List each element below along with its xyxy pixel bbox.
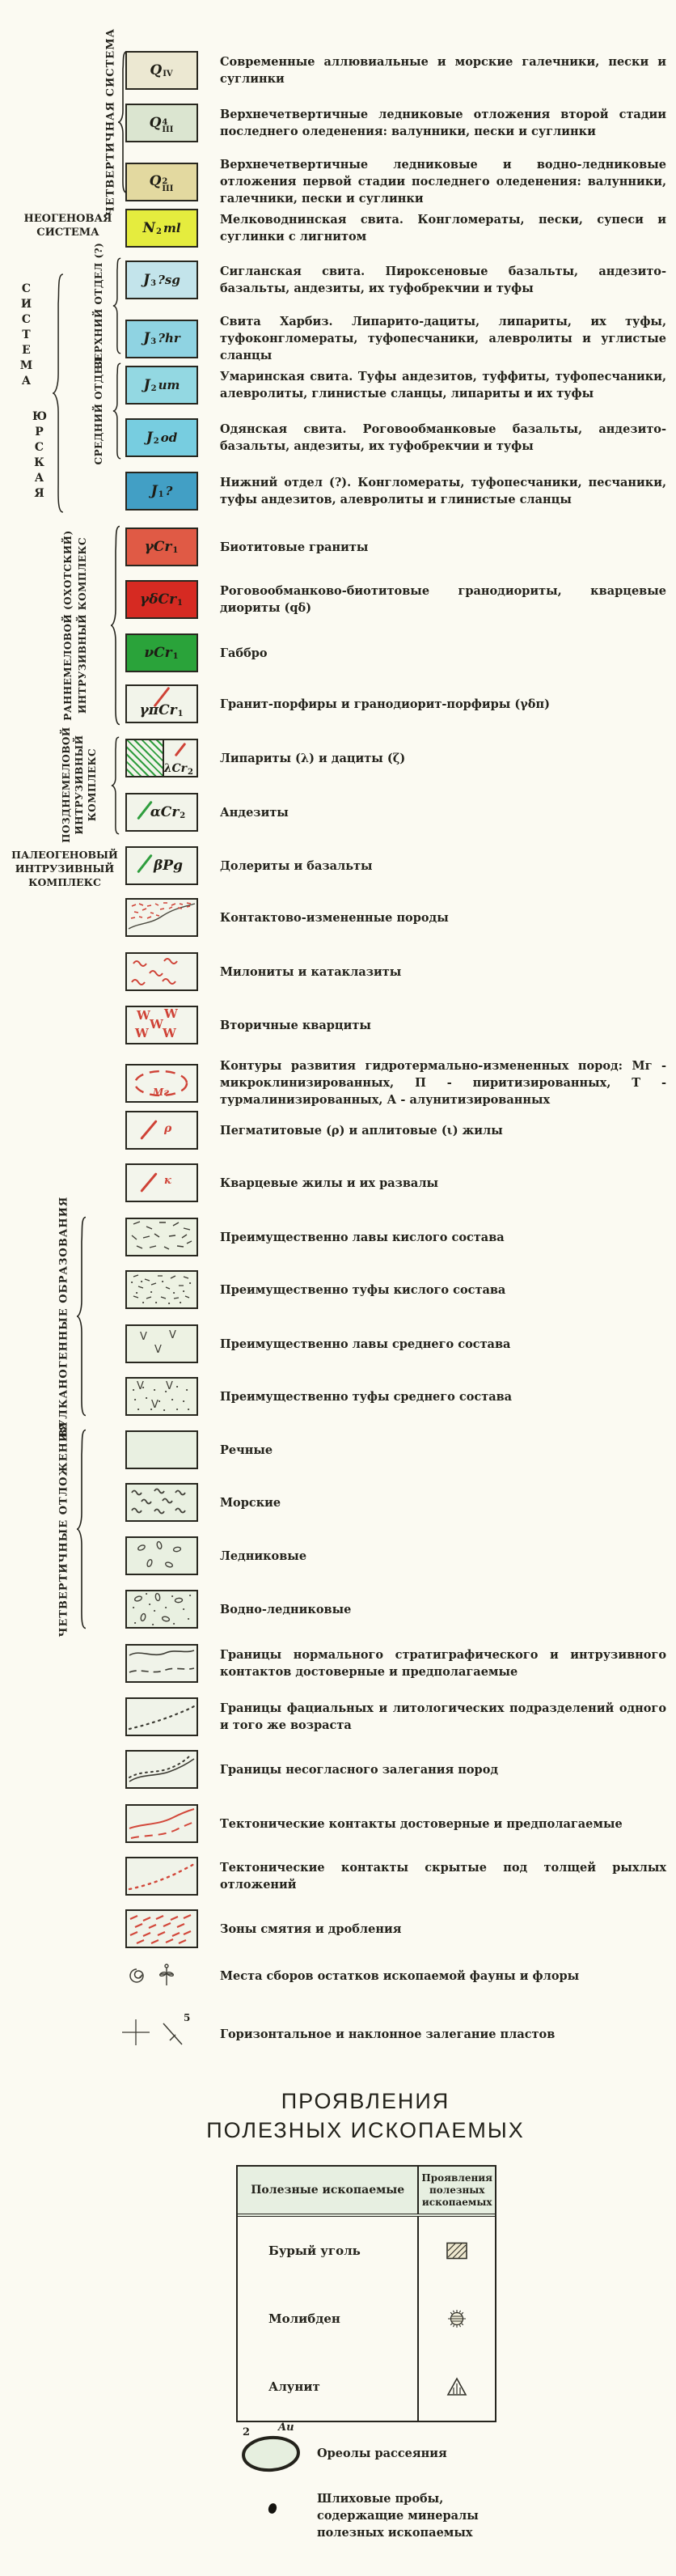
red-tilde-pattern-icon xyxy=(127,954,196,989)
swatch-nu-cr1 xyxy=(125,633,198,672)
legend-row xyxy=(125,952,666,991)
v-mark-icon: V xyxy=(140,1331,147,1343)
legend-row xyxy=(125,739,666,777)
swatch-gamma-delta-cr1 xyxy=(125,580,198,619)
unit-code: Q IV xyxy=(150,61,173,78)
legend-row xyxy=(125,1644,666,1683)
legend-row xyxy=(125,1697,666,1736)
brace-upper-division xyxy=(112,257,121,354)
legend-description: Биотитовые граниты xyxy=(220,540,369,554)
legend-row xyxy=(125,846,666,885)
alunite-symbol-icon xyxy=(419,2353,495,2421)
w-mark-icon: W xyxy=(150,1017,163,1032)
legend-description: Ледниковые xyxy=(220,1549,307,1563)
swatch-pegmatite-veins xyxy=(125,1111,198,1150)
section-label-late-cretaceous-3: КОМПЛЕКС xyxy=(87,748,98,822)
horizontal-bedding-icon xyxy=(120,2018,151,2047)
section-label-early-cretaceous-2: ИНТРУЗИВНЫЙ КОМПЛЕКС xyxy=(77,537,88,714)
legend-row xyxy=(125,418,666,457)
swatch-n2ml xyxy=(125,209,198,248)
vein-mark: ρ xyxy=(164,1122,172,1135)
minerals-table-header xyxy=(238,2167,495,2217)
legend-description: Мелководнинская свита. Конгломераты, пески, супеси и суглинки с лигнитом xyxy=(220,213,666,244)
swatch-granite-porphyry xyxy=(125,684,198,723)
v-mark-icon: V xyxy=(169,1329,176,1341)
legend-description: Милониты и катаклазиты xyxy=(220,964,402,979)
legend-row xyxy=(125,156,666,207)
legend-description: Нижний отдел (?). Конгломераты, туфопесчаники, песчаники, туфы андезитов, алевролиты и глинистые сланцы xyxy=(220,476,666,506)
black-dash-dot-pattern-icon xyxy=(127,1272,196,1307)
swatch-stratigraphic-boundaries xyxy=(125,1644,198,1683)
swatch-glaciofluvial xyxy=(125,1590,198,1629)
legend-description: Тектонические контакты скрытые под толщей рыхлых отложений xyxy=(220,1861,666,1892)
swatch-j3sg xyxy=(125,261,198,299)
legend-row xyxy=(125,793,666,832)
legend-row xyxy=(125,527,666,566)
legend-row xyxy=(125,1857,666,1896)
red-dash-array-icon xyxy=(127,1911,196,1947)
section-label-jurassic-word2: ЮРСКАЯ xyxy=(32,410,48,500)
w-mark-icon: W xyxy=(164,1006,178,1021)
pebble-pattern-icon xyxy=(127,1538,196,1574)
unit-code: J 2 um xyxy=(143,376,180,393)
legend-row xyxy=(125,366,666,405)
legend-row xyxy=(125,580,666,619)
legend-row xyxy=(125,1111,666,1150)
w-mark-icon: W xyxy=(163,1026,176,1040)
legend-description: Кварцевые жилы и их развалы xyxy=(220,1176,439,1190)
unit-code: γδCr 1 xyxy=(139,591,184,608)
legend-description: Гранит-порфиры и гранодиорит-порфиры (γδπ) xyxy=(220,697,550,711)
legend-row xyxy=(125,209,666,248)
legend-row xyxy=(125,1804,666,1843)
green-dike-line-icon xyxy=(137,854,153,874)
brown-coal-symbol-icon xyxy=(419,2217,495,2285)
swatch-qiv xyxy=(125,51,198,90)
minerals-title-line2: ПОЛЕЗНЫХ ИСКОПАЕМЫХ xyxy=(206,2118,525,2142)
section-label-paleogene: ПАЛЕОГЕНОВЫЙ ИНТРУЗИВНЫЙ КОМПЛЕКС xyxy=(11,849,118,888)
legend-row xyxy=(125,1483,666,1522)
swatch-contact-altered xyxy=(125,898,198,937)
legend-row xyxy=(125,1590,666,1629)
legend-row xyxy=(125,1057,666,1108)
unit-code: γCr 1 xyxy=(144,538,179,555)
swatch-andesite xyxy=(125,793,198,832)
swatch-j2od xyxy=(125,418,198,457)
swatch-unconformity-boundaries xyxy=(125,1750,198,1789)
swatch-facies-boundaries xyxy=(125,1697,198,1736)
unit-code: Q 4 III xyxy=(149,114,174,134)
halo-number-mark: 2 xyxy=(243,2426,251,2438)
legend-row xyxy=(125,1218,666,1256)
unit-code: λCr 2 xyxy=(163,762,193,777)
mineral-row-alunite xyxy=(238,2353,495,2421)
legend-row xyxy=(125,1750,666,1789)
brace-quaternary-deposits xyxy=(76,1428,87,1630)
swatch-liparite-dacite xyxy=(125,739,198,777)
section-label-upper-division: ВЕРХНИЙ ОТДЕЛ (?) xyxy=(93,242,104,370)
brace-middle-division xyxy=(112,362,121,460)
fossil-shell-icon xyxy=(127,1966,146,1985)
contact-altered-pattern-icon xyxy=(127,900,196,935)
swatch-hidden-tectonic-contacts xyxy=(125,1857,198,1896)
brace-volcanogenic xyxy=(76,1215,87,1417)
legend-description: Верхнечетвертичные ледниковые и водно-ледниковые отложения первой стадии последнего оледенения: валунники, галечники, пески и суглинки xyxy=(220,158,666,205)
unconformity-lines-icon xyxy=(127,1752,196,1787)
mineral-name: Алунит xyxy=(238,2353,419,2421)
legend-description: Границы несогласного залегания пород xyxy=(220,1762,499,1777)
legend-description: Преимущественно лавы кислого состава xyxy=(220,1230,505,1244)
swatch-j2um xyxy=(125,366,198,405)
legend-description: Преимущественно туфы среднего состава xyxy=(220,1389,513,1404)
swatch-quartz-veins xyxy=(125,1163,198,1202)
legend-description: Габбро xyxy=(220,646,268,660)
v-mark-icon: V xyxy=(154,1344,162,1356)
swatch-acid-tuffs xyxy=(125,1270,198,1309)
legend-description: Умаринская свита. Туфы андезитов, туффиты, туфопесчаники, алевролиты, глинистые сланцы, липариты и их туфы xyxy=(220,370,666,400)
minerals-table xyxy=(236,2165,496,2422)
dotted-boundary-icon xyxy=(127,1699,196,1735)
legend-description: Андезиты xyxy=(220,805,289,820)
header-occurrences: Проявления полезных ископаемых xyxy=(421,2171,492,2208)
swatch-mylonite xyxy=(125,952,198,991)
swatch-marine xyxy=(125,1483,198,1522)
red-dotted-fault-icon xyxy=(127,1858,196,1894)
section-label-quaternary-deposits: ЧЕТВЕРТИЧНЫЕ ОТЛОЖЕНИЯ xyxy=(57,1421,70,1638)
red-vein-line-icon xyxy=(140,1120,158,1140)
mineral-name: Бурый уголь xyxy=(238,2217,419,2285)
legend-row xyxy=(125,2011,666,2057)
black-dash-pattern-icon xyxy=(127,1219,196,1255)
legend-row xyxy=(125,684,666,723)
placer-sample-dot-icon xyxy=(267,2502,278,2515)
legend-row xyxy=(125,1956,666,1995)
unit-code: J 3 ?sg xyxy=(143,271,180,288)
swatch-acid-lavas xyxy=(125,1218,198,1256)
section-label-neogene: НЕОГЕНОВАЯ СИСТЕМА xyxy=(23,213,112,239)
minerals-title-line1: ПРОЯВЛЕНИЯ xyxy=(281,2089,450,2113)
inclined-bedding-icon xyxy=(159,2021,187,2050)
red-dike-line-icon xyxy=(175,743,187,757)
v-mark-icon: V xyxy=(166,1380,173,1392)
v-mark-icon: V xyxy=(151,1399,158,1411)
legend-row xyxy=(125,313,666,364)
placer-sample-label: Шлиховые пробы, содержащие минералы полезных ископаемых xyxy=(317,2492,479,2540)
section-label-late-cretaceous-2: ИНТРУЗИВНЫЙ xyxy=(74,735,85,835)
legend-row xyxy=(125,1324,666,1363)
unit-code: γπCr 1 xyxy=(139,701,184,718)
legend-description: Свита Харбиз. Липарито-дациты, липариты, их туфы, туфоконгломераты, туфопесчаники, алевролиты и углистые сланцы xyxy=(220,315,666,362)
legend-description: Одянская свита. Роговообманковые базальты, андезито-базальты, андезиты, их туфобрекчии и туфы xyxy=(220,422,666,453)
legend-description: Границы фациальных и литологических подразделений одного и того же возраста xyxy=(220,1701,666,1732)
swatch-j1 xyxy=(125,472,198,511)
swatch-fluvial xyxy=(125,1430,198,1469)
legend-row xyxy=(125,51,666,90)
legend-description: Водно-ледниковые xyxy=(220,1602,352,1616)
swatch-gamma-cr1 xyxy=(125,527,198,566)
legend-row xyxy=(125,104,666,142)
section-label-volcanogenic: ВУЛКАНОГЕННЫЕ ОБРАЗОВАНИЯ xyxy=(57,1196,70,1438)
w-mark-icon: W xyxy=(135,1026,149,1040)
legend-row xyxy=(125,898,666,937)
unit-code: N 2 ml xyxy=(142,219,181,236)
section-label-middle-division: СРЕДНИЙ ОТДЕЛ xyxy=(93,357,104,465)
legend-description: Верхнечетвертичные ледниковые отложения второй стадии последнего оледенения: валунники, пески и суглинки xyxy=(220,108,666,138)
legend-description: Современные аллювиальные и морские галечники, пески и суглинки xyxy=(220,55,666,86)
swatch-intermediate-lavas xyxy=(125,1324,198,1363)
halo-element-mark: Au xyxy=(278,2421,294,2434)
legend-description: Тектонические контакты достоверные и предполагаемые xyxy=(220,1816,623,1831)
red-fault-lines-icon xyxy=(127,1806,196,1841)
unit-code: J 3 ?hr xyxy=(143,330,180,346)
mineral-row-brown-coal xyxy=(238,2217,495,2285)
legend-row xyxy=(125,1430,666,1469)
section-label-jurassic-word1: СИСТЕМА xyxy=(19,282,33,388)
section-label-late-cretaceous-1: ПОЗДНЕМЕЛОВОЙ xyxy=(61,727,72,843)
section-label-quaternary-system: ЧЕТВЕРТИЧНАЯ СИСТЕМА xyxy=(104,28,117,217)
legend-row xyxy=(125,472,666,511)
red-vein-line-icon xyxy=(140,1172,158,1193)
unit-code: Q 2 III xyxy=(149,173,174,193)
unit-code: αCr 2 xyxy=(150,803,186,820)
swatch-dolerite xyxy=(125,846,198,885)
brace-late-cretaceous xyxy=(111,736,120,835)
section-label-early-cretaceous-1: РАННЕМЕЛОВОЙ (ОХОТСКИЙ) xyxy=(62,530,74,721)
legend-description: Долериты и базальты xyxy=(220,858,373,873)
legend-description: Контактово-измененные породы xyxy=(220,910,449,925)
v-mark-icon: V xyxy=(137,1380,144,1392)
legend-description: Зоны смятия и дробления xyxy=(220,1921,402,1936)
legend-row xyxy=(125,1006,666,1044)
legend-description: Речные xyxy=(220,1443,273,1457)
legend-row xyxy=(125,1536,666,1575)
legend-description: Контуры развития гидротермально-измененных пород: Мг - микроклинизированных, П - пиритизированных, Т - турмалинизированных, А - алунитизированных xyxy=(220,1059,666,1107)
w-mark-icon: W xyxy=(137,1008,150,1023)
legend-description: Липариты (λ) и дациты (ζ) xyxy=(220,751,406,765)
dip-angle-value: 5 xyxy=(184,2012,191,2023)
legend-description: Сигланская свита. Пироксеновые базальты, андезито-базальты, андезиты, их туфобрекчии и туфы xyxy=(220,265,666,295)
legend-row xyxy=(125,1163,666,1202)
bedding-symbols xyxy=(125,2011,198,2057)
mineral-name: Молибден xyxy=(238,2285,419,2353)
unit-code: βPg xyxy=(154,857,183,874)
swatch-qiii4 xyxy=(125,104,198,142)
legend-description: Роговообманково-биотитовые гранодиориты, кварцевые диориты (qδ) xyxy=(220,584,666,615)
fossil-symbols xyxy=(125,1956,198,1995)
legend-description: Преимущественно лавы среднего состава xyxy=(220,1337,511,1351)
swatch-qiii2 xyxy=(125,163,198,201)
swatch-hydrothermal-contours xyxy=(125,1064,198,1103)
legend-description: Вторичные кварциты xyxy=(220,1018,371,1032)
mineral-row-molybdenum xyxy=(238,2285,495,2353)
legend-row xyxy=(125,633,666,672)
legend-description: Пегматитовые (ρ) и аплитовые (ι) жилы xyxy=(220,1123,503,1138)
legend-description: Морские xyxy=(220,1495,281,1510)
brace-early-cretaceous xyxy=(110,524,120,727)
unit-code: J 1 ? xyxy=(150,482,173,499)
molybdenum-symbol-icon xyxy=(419,2285,495,2353)
swatch-glacial xyxy=(125,1536,198,1575)
header-minerals: Полезные ископаемые xyxy=(238,2167,419,2214)
dark-tilde-pattern-icon xyxy=(127,1485,196,1520)
vein-mark: к xyxy=(164,1175,171,1187)
legend-description: Преимущественно туфы кислого состава xyxy=(220,1282,506,1297)
halo-label: Ореолы рассеяния xyxy=(317,2447,447,2460)
alteration-mark: Мг xyxy=(153,1086,170,1098)
legend-description: Границы нормального стратиграфического и интрузивного контактов достоверные и предполагаемые xyxy=(220,1648,666,1679)
legend-row xyxy=(125,1270,666,1309)
legend-row xyxy=(125,261,666,299)
green-hatch-icon xyxy=(127,740,164,776)
boundary-lines-icon xyxy=(127,1646,196,1681)
unit-code: J 2 od xyxy=(146,429,178,446)
swatch-j3hr xyxy=(125,320,198,358)
swatch-secondary-quartzite xyxy=(125,1006,198,1044)
legend-description: Горизонтальное и наклонное залегание пластов xyxy=(220,2027,556,2041)
legend-row xyxy=(125,1909,666,1948)
brace-jurassic xyxy=(52,272,64,515)
fossil-plant-icon xyxy=(158,1963,175,1987)
pebble-dot-pattern-icon xyxy=(127,1591,196,1627)
legend-row xyxy=(125,1377,666,1416)
swatch-intermediate-tuffs xyxy=(125,1377,198,1416)
legend-description: Места сборов остатков ископаемой фауны и флоры xyxy=(220,1968,580,1983)
swatch-tectonic-contacts xyxy=(125,1804,198,1843)
swatch-crush-zones xyxy=(125,1909,198,1948)
unit-code: νCr 1 xyxy=(144,644,179,661)
dot-pattern-icon xyxy=(127,1379,196,1414)
